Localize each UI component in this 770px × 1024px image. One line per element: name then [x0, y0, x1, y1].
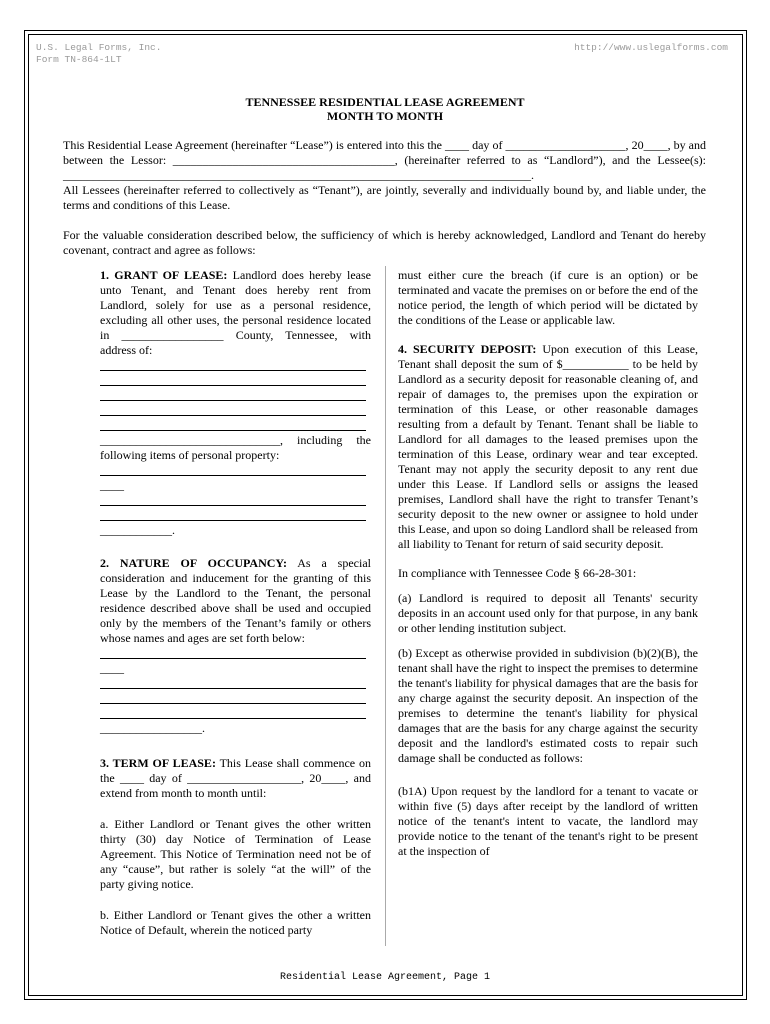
section-term-of-lease: [100, 756, 371, 801]
occupant-line[interactable]: [100, 676, 371, 691]
property-line[interactable]: [100, 463, 371, 478]
header-url[interactable]: http://www.uslegalforms.com: [574, 42, 728, 53]
term-option-b: b. Either Landlord or Tenant gives the other a written Notice of Default, wherein the noticed party: [100, 908, 371, 937]
right-column: [398, 268, 698, 869]
page-footer: Residential Lease Agreement, Page 1: [279, 972, 491, 983]
section-1-text: Landlord does hereby lease unto Tenant, and Tenant does hereby rent from Landlord, solely for use as a personal residence, excluding all other uses, the personal residence located in _________________ County, Tennessee, with address of:: [100, 268, 372, 357]
occupant-line-short: ____: [100, 661, 124, 675]
section-4-text: Upon execution of this Lease, Tenant shall deposit the sum of $___________ to be held by Landlord as a security deposit for reasonable cleaning of, and repair of damages to, the premises upon the expiration or termination of this Lease, or other reasonable damages resulting from a default by Tenant. Tenant shall be liable to Landlord for all damages to the leased premises upon the termination of this Lease, ordinary wear and tear excepted. Tenant may not apply the security deposit to any rent due under this Lease. If Landlord sells or assigns the leased premises, Landlord shall have the right to transfer Tenant’s security deposit to the new owner or assignee to hold under this Lease, and upon so doing Landlord shall be released from all liability to Tenant for return of said security deposit.: [398, 342, 699, 551]
header-left: [36, 42, 161, 66]
document-subtitle: MONTH TO MONTH: [326, 109, 444, 123]
address-line[interactable]: [100, 373, 371, 388]
document-title: TENNESSEE RESIDENTIAL LEASE AGREEMENT: [245, 95, 525, 109]
including-personal-property: ______________________________, including the following items of personal property:: [100, 433, 371, 462]
company-name: U.S. Legal Forms, Inc.: [36, 42, 162, 53]
section-4-heading: 4. SECURITY DEPOSIT:: [398, 342, 537, 356]
intro-paragraph-1b: All Lessees (hereinafter referred to collectively as “Tenant”), are jointly, severally and individually bound by, and liable under, the terms and conditions of this Lease.: [63, 183, 706, 212]
occupant-line[interactable]: [100, 646, 371, 661]
compliance-statement: In compliance with Tennessee Code § 66-28-301:: [398, 566, 637, 580]
address-line[interactable]: [100, 403, 371, 418]
section-2-heading: 2. NATURE OF OCCUPANCY:: [100, 556, 287, 570]
form-id: Form TN-864-1LT: [36, 54, 122, 65]
term-b-continued: must either cure the breach (if cure is an option) or be terminated and vacate the premises on or before the end of the notice period, the length of which period will be dictated by the conditions of the Lease or applicable law.: [398, 268, 698, 327]
occupant-line[interactable]: [100, 706, 371, 721]
section-3-text: This Lease shall commence on the ____ day of ___________________, 20____, and extend from month to month until:: [100, 756, 371, 800]
intro-paragraph-1: This Residential Lease Agreement (hereinafter “Lease”) is entered into this the ____ day of ____________________, 20____, by and between the Lessor: _____________________________________, (hereinafter referred to as “Landlord”), and the Lessee(s): ______________________________________________________________________________.: [63, 138, 706, 182]
occupant-line[interactable]: [100, 691, 371, 706]
property-line[interactable]: [100, 508, 371, 523]
intro-section: [63, 138, 706, 258]
section-security-deposit: [398, 342, 698, 552]
section-2-text: As a special consideration and inducement for the granting of this Lease by the Landlord to the Tenant, the personal residence described above shall be used and occupied only by the members of the Tenant’s family or others whose names and ages are set forth below:: [100, 556, 371, 645]
address-line[interactable]: [100, 388, 371, 403]
property-line-end: ____________.: [100, 523, 175, 537]
left-column: [100, 268, 371, 948]
property-line[interactable]: [100, 493, 371, 508]
intro-paragraph-2: For the valuable consideration described below, the sufficiency of which is hereby acknowledged, Landlord and Tenant do hereby covenant, contract and agree as follows:: [63, 228, 706, 257]
term-option-a: a. Either Landlord or Tenant gives the other written thirty (30) day Notice of Termination of Lease Agreement. This Notice of Termination need not be of any “cause”, but rather is solely “at the will” of the party giving notice.: [100, 817, 371, 891]
address-line[interactable]: [100, 418, 371, 433]
column-divider: [385, 266, 386, 946]
section-grant-of-lease: [100, 268, 371, 358]
occupant-line-end: _________________.: [100, 721, 205, 735]
deposit-clause-a: (a) Landlord is required to deposit all Tenants' security deposits in an account used only for that purpose, in any bank or other lending institution subject.: [398, 591, 698, 635]
section-3-heading: 3. TERM OF LEASE:: [100, 756, 216, 770]
address-line[interactable]: [100, 358, 371, 373]
section-1-heading: 1. GRANT OF LEASE:: [100, 268, 228, 282]
deposit-clause-b: (b) Except as otherwise provided in subdivision (b)(2)(B), the tenant shall have the right to inspect the premises to determine the tenant's liability for physical damages that are the basis for any charge against the security deposit. An inspection of the premises to determine the tenant's liability for physical damages that are the basis for any charge against the security deposit and the landlord's estimated costs to repair such damage shall be conducted as follows:: [398, 646, 698, 765]
property-line-short: ____: [100, 478, 124, 492]
section-nature-of-occupancy: [100, 556, 371, 646]
deposit-clause-b1a: (b1A) Upon request by the landlord for a tenant to vacate or within five (5) days after receipt by the landlord of written notice of the tenant's intent to vacate, the landlord may provide notice to the tenant of the tenant's right to be present at the inspection of: [398, 784, 698, 858]
